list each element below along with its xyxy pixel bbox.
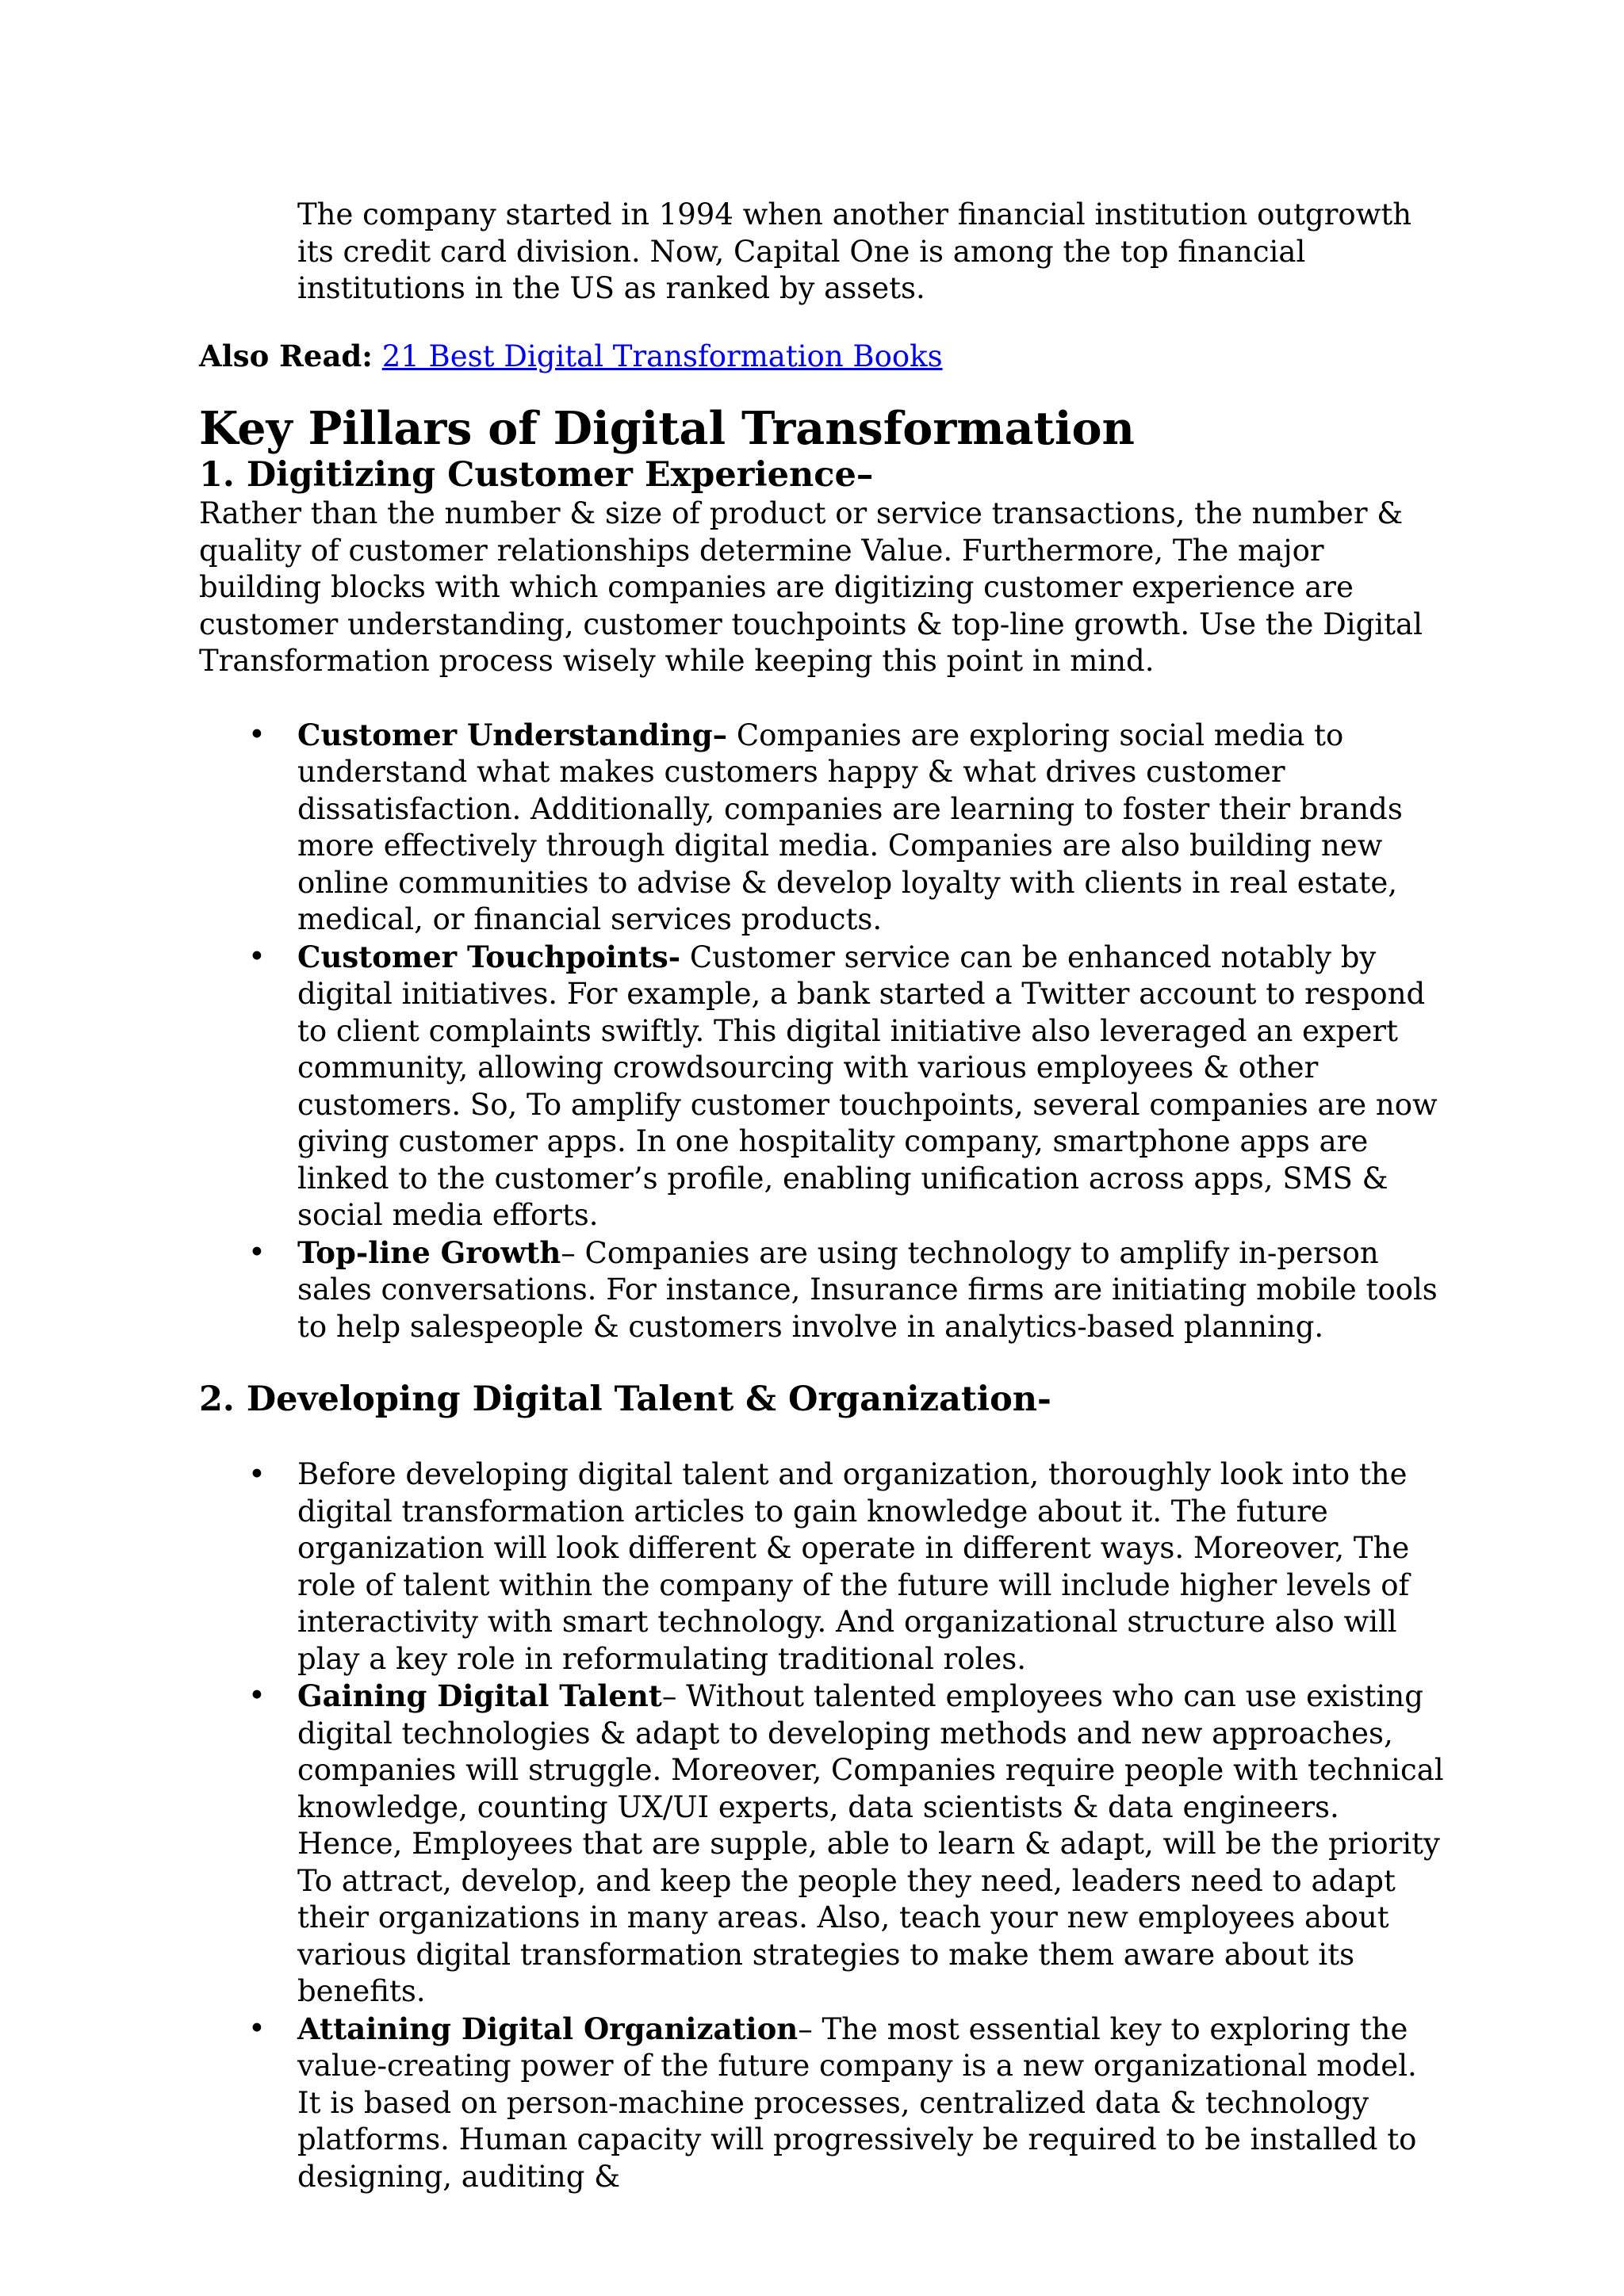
bullet-icon: •: [248, 1457, 266, 1491]
list-item: [199, 1234, 1444, 1346]
list-item: [199, 2011, 1444, 2196]
list-item-lead: Attaining Digital Organization: [297, 2011, 799, 2046]
list-item: [199, 717, 1444, 939]
intro-paragraph: The company started in 1994 when another financial institution outgrowth its credit card division. Now, Capital One is among the top financial institutions in the US as ranked by assets.: [297, 197, 1412, 305]
list-item-text: – Without talented employees who can use existing digital technologies & adapt to developing methods and new approaches, companies will struggle. Moreover, Companies require people with technical knowledge, counting UX/UI experts, data scientists & data engineers. Hence, Employees that are supple, able to learn & adapt, will be the priority To attract, develop, and keep the people they need, leaders need to adapt their organizations in many areas. Also, teach your new employees about various digital transformation strategies to make them aware about its benefits.: [297, 1679, 1444, 2008]
list-item: [199, 1678, 1444, 2011]
also-read-label: Also Read:: [199, 338, 373, 373]
list-item-text: – The most essential key to exploring the value-creating power of the future company is a new organizational model. It is based on person-machine processes, centralized data & technology platforms. Human capacity will progressively be required to be installed to designing, auditing &: [297, 2011, 1417, 2194]
list-item-lead: Top-line Growth: [297, 1234, 561, 1270]
also-read-link[interactable]: 21 Best Digital Transformation Books: [381, 339, 943, 373]
list-item-text: Companies are exploring social media to understand what makes customers happy & what drives customer dissatisfaction. Additionally, companies are learning to foster their brands more effectively through digital media. Companies are also building new online communities to advise & develop loyalty with clients in real estate, medical, or financial services products.: [297, 718, 1403, 936]
bullet-icon: •: [248, 717, 266, 752]
section2-title: 2. Developing Digital Talent & Organization-: [199, 1380, 1051, 1419]
list-item-lead: Customer Understanding–: [297, 717, 728, 752]
list-item-text: Before developing digital talent and organization, thoroughly look into the digital transformation articles to gain knowledge about it. The future organization will look different & operate in different ways. Moreover, The role of talent within the company of the future will include higher levels of interactivity with smart technology. And organizational structure also will play a key role in reformulating traditional roles.: [297, 1457, 1410, 1676]
bullet-icon: •: [248, 2011, 266, 2045]
bullet-icon: •: [248, 939, 266, 974]
section1-title: 1. Digitizing Customer Experience–: [199, 455, 874, 495]
list-item-text: – Companies are using technology to amplify in-person sales conversations. For instance, Insurance firms are initiating mobile tools to help salespeople & customers involve in analytics-based planning.: [297, 1235, 1438, 1344]
list-item-lead: Customer Touchpoints-: [297, 939, 681, 974]
section1-body: Rather than the number & size of product or service transactions, the number & quality of customer relationships determine Value. Furthermore, The major building blocks with which companies are digitizing customer experience are customer understanding, customer touchpoints & top-line growth. Use the Digital Transformation process wisely while keeping this point in mind.: [199, 496, 1423, 678]
list-item-lead: Gaining Digital Talent: [297, 1678, 662, 1713]
bullet-icon: •: [248, 1234, 266, 1269]
bullet-icon: •: [248, 1678, 266, 1712]
list-item-text: Customer service can be enhanced notably by digital initiatives. For example, a bank started a Twitter account to respond to client complaints swiftly. This digital initiative also leveraged an expert community, allowing crowdsourcing with various employees & other customers. So, To amplify customer touchpoints, several companies are now giving customer apps. In one hospitality company, smartphone apps are linked to the customer’s profile, enabling unification across apps, SMS & social media efforts.: [297, 939, 1438, 1232]
section1-list: [199, 717, 1444, 1346]
document-page: [199, 197, 1444, 2195]
also-read-line: [199, 338, 1444, 376]
list-item: [199, 1456, 1444, 1678]
list-item: [199, 939, 1444, 1234]
section2-list: [199, 1456, 1444, 2195]
page-heading: Key Pillars of Digital Transformation: [199, 402, 1135, 455]
